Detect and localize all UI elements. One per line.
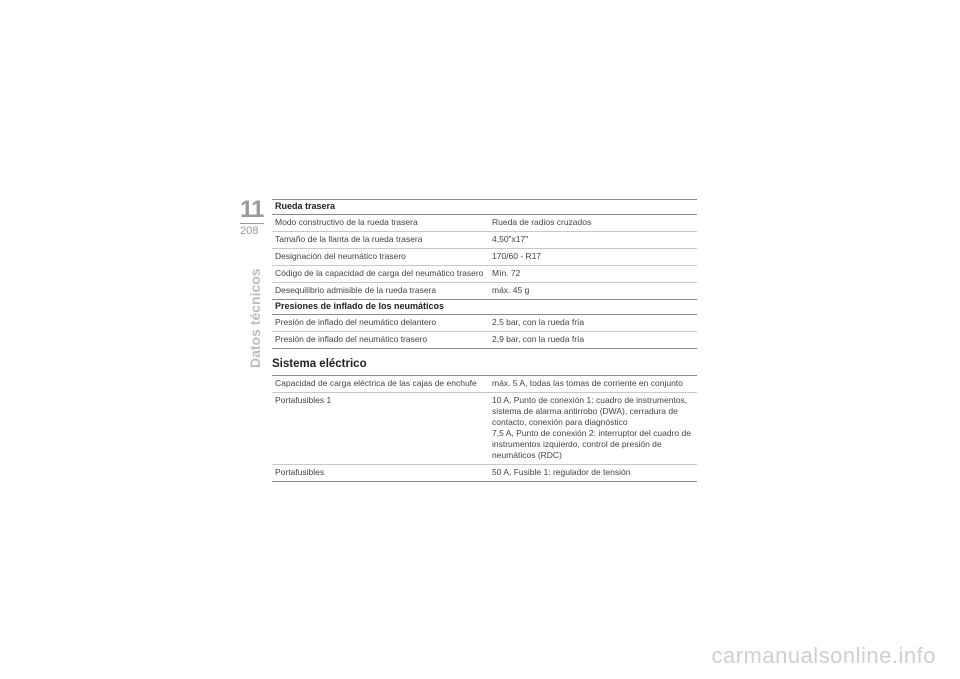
spec-content bbox=[272, 199, 697, 482]
spec-value-line: 7,5 A, Punto de conexión 2: interruptor del cuadro de instrumentos izquierdo, control de presión de neumáticos (RDC) bbox=[492, 428, 691, 460]
spec-value: máx. 45 g bbox=[489, 283, 697, 300]
table-row bbox=[272, 215, 697, 232]
spec-value: Rueda de radios cruzados bbox=[489, 215, 697, 232]
spec-label: Portafusibles bbox=[272, 465, 489, 482]
spec-value: 4,50"x17" bbox=[489, 232, 697, 249]
table-row bbox=[272, 376, 697, 393]
table-row bbox=[272, 249, 697, 266]
watermark: carmanualsonline.info bbox=[711, 643, 936, 668]
rueda-trasera-heading: Rueda trasera bbox=[272, 199, 697, 215]
sistema-electrico-title: Sistema eléctrico bbox=[272, 358, 367, 370]
spec-value: Mín. 72 bbox=[489, 266, 697, 283]
spec-label: Presión de inflado del neumático delantero bbox=[272, 315, 489, 332]
spec-label: Modo constructivo de la rueda trasera bbox=[272, 215, 489, 232]
chapter-number: 11 bbox=[240, 196, 264, 223]
table-row bbox=[272, 232, 697, 249]
spec-value: 2,5 bar, con la rueda fría bbox=[489, 315, 697, 332]
spec-value-line: 10 A, Punto de conexión 1: cuadro de instrumentos, sistema de alarma antirrobo (DWA), cerradura de contacto, conexión para diagnóstico bbox=[492, 395, 688, 427]
table-row bbox=[272, 465, 697, 482]
spec-value-line: 50 A, Fusible 1: regulador de tensión bbox=[492, 467, 631, 477]
table-row bbox=[272, 283, 697, 300]
spec-label: Código de la capacidad de carga del neumático trasero bbox=[272, 266, 489, 283]
presiones-table bbox=[272, 315, 697, 349]
table-row bbox=[272, 266, 697, 283]
page-number: 208 bbox=[240, 225, 259, 237]
chapter-title: Datos técnicos bbox=[247, 268, 263, 368]
presiones-heading: Presiones de inflado de los neumáticos bbox=[272, 300, 697, 315]
spec-label: Desequilibrio admisible de la rueda trasera bbox=[272, 283, 489, 300]
table-row bbox=[272, 393, 697, 465]
spec-value: 2,9 bar, con la rueda fría bbox=[489, 332, 697, 349]
spec-value bbox=[489, 376, 697, 393]
table-row bbox=[272, 315, 697, 332]
table-row bbox=[272, 332, 697, 349]
spec-value bbox=[489, 393, 697, 465]
spec-label: Capacidad de carga eléctrica de las cajas de enchufe bbox=[272, 376, 489, 393]
rueda-trasera-table bbox=[272, 215, 697, 300]
spec-value-line: máx. 5 A, todas las tomas de corriente en conjunto bbox=[492, 378, 683, 388]
spec-label: Tamaño de la llanta de la rueda trasera bbox=[272, 232, 489, 249]
spec-label: Portafusibles 1 bbox=[272, 393, 489, 465]
sistema-electrico-table bbox=[272, 375, 697, 482]
spec-value bbox=[489, 465, 697, 482]
spec-label: Designación del neumático trasero bbox=[272, 249, 489, 266]
spec-label: Presión de inflado del neumático trasero bbox=[272, 332, 489, 349]
spec-value: 170/60 - R17 bbox=[489, 249, 697, 266]
chapter-divider bbox=[240, 223, 264, 224]
